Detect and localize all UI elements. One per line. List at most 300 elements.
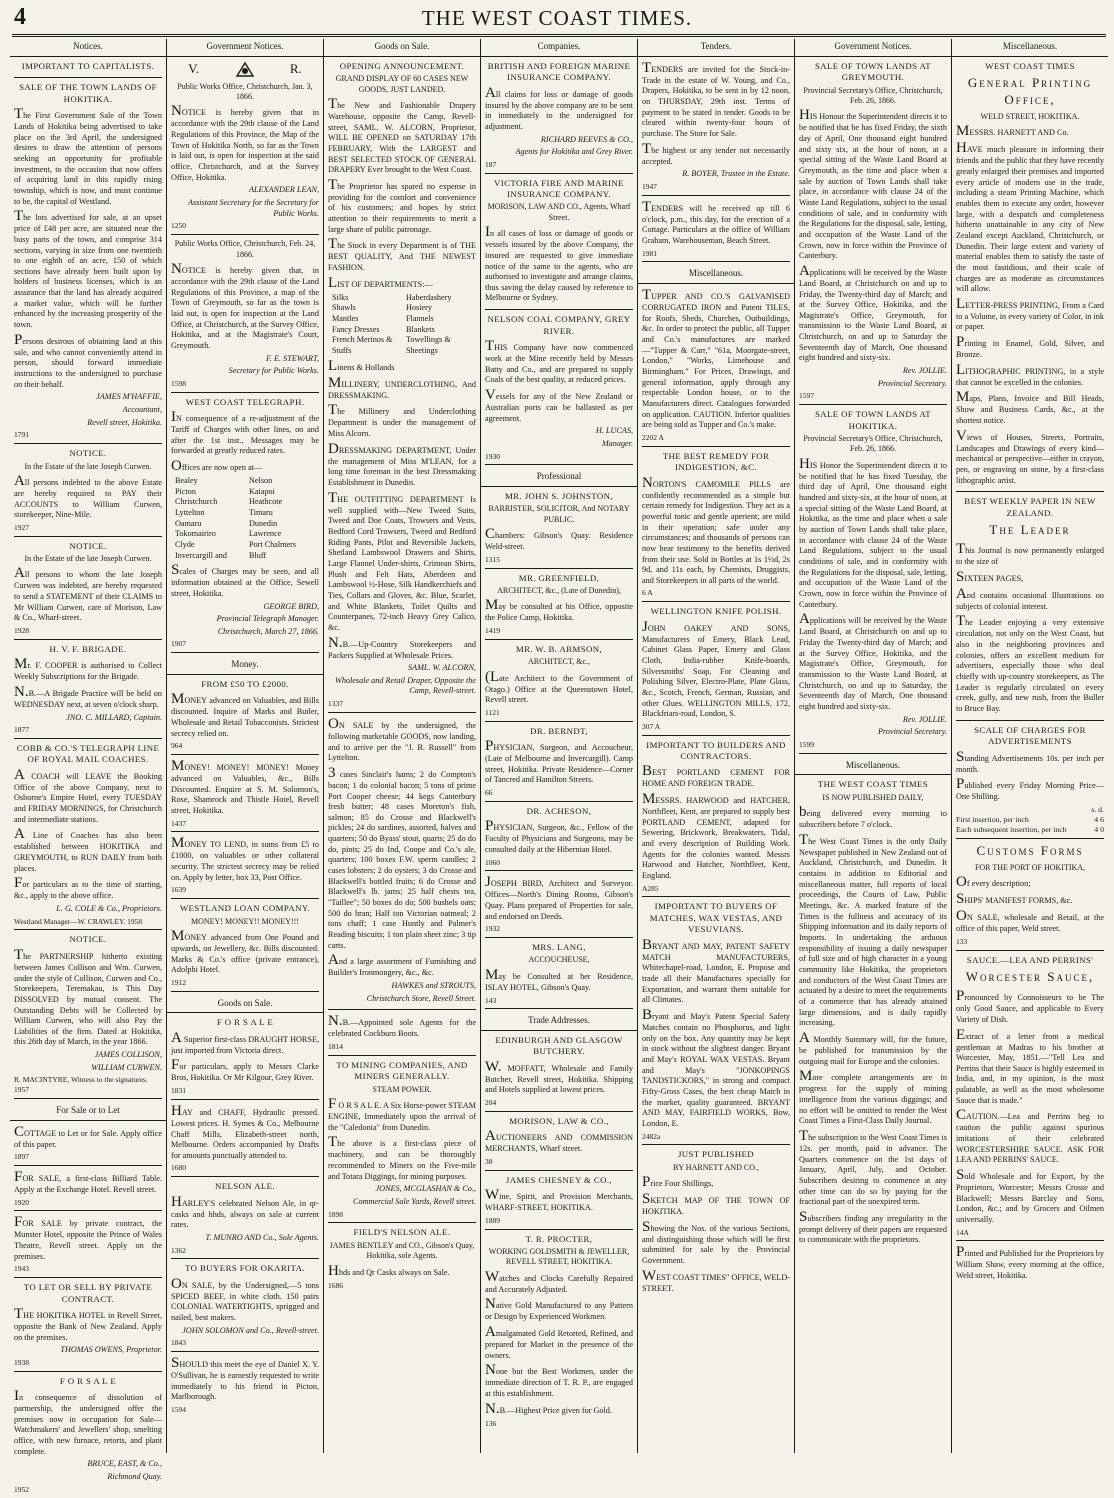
column (638, 39, 795, 1453)
advertisement (171, 1356, 319, 1418)
advertisement (328, 1227, 476, 1293)
column-header: Companies. (481, 39, 637, 57)
ad-paragraph: Applications will be received by the Waste Land Board, at Christchurch on and up to Friday, the Twenty-third day of March; and at the Survey Office, Hokitika, and the Magistrate's Office, Greymouth, for transmission to the Waste Land Board, at Christchurch, on and up to Saturday the Seventeenth day of March, One thousand eight hundred and sixty-six. (799, 262, 947, 363)
ad-paragraph: N.B.—Up-Country Storekeepers and Packers Supplied at Wholesale Prices. (328, 634, 476, 660)
ad-signature: Provincial Telegraph Manager. (216, 614, 319, 624)
ad-paragraph: The Stock in every Department is of THE BEST QUALITY, And THE NEWEST FASHION. (328, 236, 476, 273)
ad-signature: R. BOYER, Trustee in the Estate. (682, 169, 790, 179)
list-item: Towellings & Sheetings (406, 335, 451, 356)
advertisement (14, 61, 162, 78)
ad-heading: MR. JOHN S. JOHNSTON, (505, 491, 613, 501)
ad-paragraph: FOR SALE by private contract, the Munster Hotel, opposite the Prince of Wales Theatre, Revell street. Apply on the premises. (14, 1214, 162, 1261)
ad-reference-number: 1981 (642, 248, 657, 258)
ad-reference-number: 1437 (171, 818, 186, 828)
ad-heading: WESTLAND LOAN COMPANY. (179, 903, 311, 914)
ad-paragraph: ON SALE, by the Undersigned,—5 tons SPICED BEEF, in white cloth. 150 pairs COLONIAL WATERTIGHTS, sprigged and nailed, best makers. (171, 1275, 319, 1323)
ad-heading: NOTICE. (69, 448, 107, 459)
ad-paragraph: May be Consulted at her Residence, ISLAY HOTEL, Gibson's Quay. (485, 966, 633, 992)
ad-paragraph: SHIPS' MANIFEST FORMS, &c. (956, 891, 1073, 908)
advertisement (485, 644, 633, 722)
ornamental-title: Customs Forms (976, 843, 1084, 859)
ad-subheading: Public Works Office, Christchurch, Feb. 24, 1866. (174, 239, 316, 259)
column (795, 39, 952, 1453)
advertisement (171, 836, 319, 899)
list-item: Clyde (175, 539, 195, 549)
advertisement (956, 1245, 1104, 1286)
ad-signature: Provincial Secretary. (878, 378, 947, 388)
advertisement (171, 1017, 319, 1099)
ad-paragraph: A Monthly Summary will, for the future, be published for transmission by the outgoing mail for Europe and the colonies. (799, 1029, 947, 1066)
ad-signature: Commercial Sale Yards, Revell street. (353, 1196, 476, 1206)
ad-paragraph: The PARTNERSHIP hitherto existing between James Collison and Wm. Curwen, under the style of Collison, Curwen and Co., Storekeepers, Teremakau, is This Day DISSOLVED by mutual consent. The Outstanding Debts will be Collected by William Curwen, who will also Pay the Liabilities of the firm. Dated at Hokitika, this 26th day of March, in the year 1866. (14, 946, 162, 1047)
ad-signature: ALEXANDER LEAN, (248, 185, 319, 195)
ad-subheading: JAMES BENTLEY and CO., Gibson's Quay, Hokitika, sole Agents. (329, 1240, 475, 1261)
ad-paragraph: MESSRS. HARWOOD and HATCHER, Northfleet, Kent, are prepared to supply best PORTLAND CEMENT, adapted for Sewering, Brickwork, Breakwaters, Tidal, and every description of Building Work. Agents for the colonies wanted. Messrs Harwood and Hatcher, Northfleet, Kent, England. (642, 791, 790, 881)
column-header: Notices. (10, 39, 166, 57)
list-item: Blankets (406, 324, 435, 334)
advertisement (171, 1263, 319, 1352)
item-list (332, 293, 476, 357)
ad-reference-number: 2482a (642, 1131, 661, 1141)
list-item: Nelson (249, 475, 273, 485)
ad-paragraph: The Millinery and Underclothing Department is under the management of Miss Alcorn. (328, 402, 476, 439)
ad-heading: FROM £50 TO £2000. (201, 678, 289, 689)
rates-row (956, 805, 1104, 815)
ad-reference-number: 964 (171, 741, 183, 751)
advertisement (799, 61, 947, 405)
ad-paragraph: TENDERS are invited for the Stock-in-Trade in the estate of W. Young, and Co., Drapers, Hokitika, to be sent in by 12 noon, on THURSDAY, 29th inst. Terms of payment to be stated in tender. Goods to be cleared within twenty-four hours of purchase. The Store for Sale. (642, 59, 790, 138)
ad-heading: SCALE OF CHARGES FOR ADVERTISEMENTS (974, 724, 1086, 747)
ad-signature: Christchurch Store, Revell Street. (366, 993, 476, 1003)
ad-reference-number: 1927 (14, 522, 29, 532)
advertisement (485, 178, 633, 311)
advertisement (485, 1234, 633, 1432)
columns (10, 39, 1108, 1494)
crest-right-letter: R. (289, 61, 302, 77)
ad-reference-number: 1943 (14, 1264, 29, 1274)
advertisement (485, 61, 633, 174)
ad-subheading: MORISON, LAW AND CO., Agents, Wharf Street. (487, 202, 631, 222)
advertisement (642, 61, 790, 196)
ad-reference-number: 1599 (799, 739, 814, 749)
ad-reference-number: 1907 (171, 639, 186, 649)
ad-reference-number: 204 (485, 1098, 497, 1108)
advertisement (642, 288, 790, 447)
ad-reference-number: 38 (485, 1156, 493, 1166)
ad-paragraph: The above is a first-class piece of machinery, and can be thoroughly recommended to Miners on the Five-mile and Totara Diggings, for mining purposes. (328, 1134, 476, 1181)
ad-heading: JAMES CHESNEY & CO., (505, 1174, 613, 1185)
list-item: Tokomairiro (175, 529, 216, 539)
ad-reference-number: 1889 (485, 1215, 500, 1225)
ad-heading: TO BUYERS FOR OKARITA. (185, 1263, 305, 1274)
ad-reference-number: 187 (485, 159, 497, 169)
advertisement (14, 448, 162, 537)
rates-table (956, 805, 1104, 835)
ad-heading: TO LET OR SELL BY PRIVATE CONTRACT. (23, 1282, 153, 1304)
ad-heading: MR. GREENFIELD, (518, 572, 600, 583)
list-item: Invercargill and (175, 550, 227, 560)
ad-signature: GEORGE BIRD, (263, 601, 319, 611)
ad-paragraph: JOSEPH BIRD, Architect and Surveyor. Offices—North's Dining Rooms, Gibson's Quay. Plans prepared of Properties for sale, and endorsed on Deeds. (485, 874, 633, 921)
ad-heading: BEST WEEKLY PAPER IN NEW ZEALAND. (964, 496, 1096, 518)
ad-heading: FIELD'S NELSON ALE. (353, 1227, 451, 1238)
ad-signature: JOHN SOLOMON and Co., Revell-street. (182, 1325, 319, 1335)
page-number: 4 (14, 4, 26, 30)
ad-paragraph: Vessels for any of the New Zealand or Australian ports can be ballasted as per agreement. (485, 386, 633, 423)
ad-heading: NOTICE. (69, 540, 107, 551)
ad-subheading: IS NOW PUBLISHED DAILY, (822, 792, 924, 802)
ad-signature: L. G. COLE & Co., Proprietors. (56, 904, 162, 914)
ad-heading: F O R S A L E (59, 1375, 117, 1386)
advertisement (485, 806, 633, 871)
ad-paragraph: All persons to whom the late Joseph Curwen was indebted, are hereby requested to send a STATEMENT of their CLAIMS to Mr William Curwen, care of Morison, Law & Co., Wharf-street. (14, 565, 162, 623)
ad-paragraph: (Late Architect to the Government of Otago.) Office at the Queenstown Hotel, Revell street. (485, 668, 633, 705)
ad-paragraph: Of every description; (956, 874, 1031, 891)
ad-heading: THE WEST COAST TIMES (817, 779, 929, 790)
ad-paragraph: In consequence of dissolution of partnership, the undersigned offer the premises now in occupation for Sale—Watchmakers' and Jewellers' shop, smelting office, with new furnace, retorts, and plant complete. (14, 1388, 162, 1456)
ad-reference-number: 1594 (171, 1405, 186, 1415)
advertisement (485, 491, 633, 569)
ad-paragraph: HIS Honor the Superintendent directs it to be notified that he has fixed Tuesday, the third day of April, One thousand eight hundred and sixty-six, at the hour of noon, at a special sitting of the Waste Land Board, at Hokitika, as the time and place when a sale by auction of Town Lands shall take place, in accordance with clause 24 of the Waste Land Regulations, subject to the usual conditions of sale, and in conformity with the Regulations for the disposal, sale, letting, and occupation of the Waste Land of the Crown, now in force within the Province of Canterbury. (799, 455, 947, 609)
ad-subheading: GRAND DISPLAY OF 60 CASES NEW GOODS, JUST LANDED. (335, 74, 469, 94)
ad-paragraph: MILLINERY, UNDERCLOTHING, And DRESSMAKING. (328, 374, 476, 400)
ad-reference-number: 1938 (14, 1357, 29, 1367)
ad-paragraph: The Leader enjoying a very extensive circulation, not only on the West Coast, but also in the neighboring provinces and colonies, offers an excellent medium for advertisers, especially those who deal chiefly with up-country storekeepers, as The Leader is regularly circulated on every creek, gully, and new rush, from the Buller to Bruce Bay. (956, 613, 1104, 714)
ad-heading: SAUCE.—LEA AND PERRINS' (966, 954, 1094, 965)
ad-heading: COBB & CO.'S TELEGRAPH LINE OF ROYAL MAIL COACHES. (16, 742, 160, 765)
list-item: Oamaru (175, 518, 202, 528)
ad-paragraph: Applications will be received by the Waste Land Board, at Christchurch on and up to Friday the Twenty-third day of March; and at the Survey Office, Hokitika, and the Magistrate's Office, Greymouth, for transmission to the Waste Land Board, at Christchurch, on and up to Saturday, the Seventeenth day of March, One thousand eight hundred and sixty-six. (799, 611, 947, 711)
ad-reference-number: A285 (642, 883, 659, 893)
advertisement (956, 725, 1104, 840)
ad-reference-number: 143 (485, 995, 497, 1005)
masthead-rule (12, 34, 1106, 37)
ad-reference-number: 1680 (171, 1163, 186, 1173)
advertisement (328, 1014, 476, 1055)
ad-paragraph: Native Gold Manufactured to any Pattern or Design by Experienced Workmen. (485, 1296, 633, 1322)
royal-crest (171, 61, 319, 79)
ad-heading: WEST COAST TIMES (985, 60, 1075, 71)
ad-paragraph: All persons indebted to the above Estate are hereby required to PAY their ACCOUNTS to William Curwen, storekeeper, Nine-Mile. (14, 472, 162, 520)
ad-reference-number: 66 (485, 788, 493, 798)
ad-reference-number: 1791 (14, 430, 29, 440)
ad-paragraph: THE HOKITIKA HOTEL in Revell Street, opposite the Bank of New Zealand. Apply on the premises. (14, 1306, 162, 1342)
ad-paragraph: N.B.—Highest Price given for Gold. (485, 1400, 612, 1417)
ad-heading: WELLINGTON KNIFE POLISH. (650, 606, 782, 617)
advertisement (799, 779, 947, 1251)
list-item: Christchurch (175, 497, 218, 507)
advertisement (799, 409, 947, 753)
ad-signature: JNO. C. MILLARD, Captain. (66, 712, 162, 722)
rates-row (956, 825, 1104, 835)
ad-heading: VICTORIA FIRE AND MARINE INSURANCE COMPANY. (494, 177, 624, 199)
column-header: Government Notices. (795, 39, 951, 57)
ad-reference-number: 1250 (171, 221, 186, 231)
ad-paragraph: This Journal is now permanently enlarged to the size of (956, 541, 1104, 567)
ad-paragraph: TUPPER AND CO.'S GALVANISED CORRUGATED IRON and Patent TILES, for Roofs, Sheds, Churches, Outbuildings, &c. In order to protect the public, all Tupper and Co.'s manufactures are marked—"Tupper & Carr," "61a, Moorgate-street, London," "Works, Limehouse and Birmingham." For Prices, Drawings, and general information, apply through any respectable London house, or to the Manufacturers direct. Catalogues forwarded on application. CAUTION. Inferior qualities are being sold as Tupper and Co.'s make. (642, 287, 790, 430)
advertisement (956, 843, 1104, 951)
ad-signature: SAML. W. ALCORN, (407, 663, 476, 673)
column-header: Tenders. (638, 39, 794, 57)
ad-paragraph: Sold Wholesale and for Export, by the Proprietors, Worcester; Messrs Crosse and Blackwell; Messrs Barclay and Sons, London, &c.; and by Grocers and Oilmen universally. (956, 1167, 1104, 1225)
ad-heading: DR. ACHESON, (526, 805, 592, 816)
ad-paragraph: None but the Best Workmen, under the immediate direction of T. R. P., are engaged at this establishment. (485, 1362, 633, 1398)
advertisement (485, 1175, 633, 1230)
section-header: Goods on Sale. (167, 996, 323, 1014)
column (481, 39, 638, 1453)
ad-subheading: ACCOUCHEUSE, (528, 955, 590, 965)
ad-paragraph: The subscription to the West Coast Times is 12s. per month, paid in advance. The Quarters commence on the 1st days of January, April, July, and October. Subscribers desiring to commence at any other time can do so by paying for the fractional part of the unexpired term. (799, 1127, 947, 1207)
ad-heading: MRS. LANG, (532, 942, 586, 953)
column (324, 39, 481, 1453)
ad-heading: BRITISH AND FOREIGN MARINE INSURANCE COMPANY. (487, 60, 631, 83)
advertisement (14, 1282, 162, 1372)
ad-reference-number: 1831 (171, 1086, 186, 1096)
ad-paragraph: For particulars as to the time of starting, &c., apply to the above office. (14, 875, 162, 901)
ad-paragraph: Standing Advertisements 10s. per inch per month. (956, 748, 1104, 774)
section-header: Miscellaneous. (638, 266, 794, 284)
ad-signature: WILLIAM CURWEN. (91, 1062, 162, 1072)
ad-reference-number: 1912 (171, 977, 186, 987)
ad-heading: EDINBURGH AND GLASGOW BUTCHERY. (495, 1034, 623, 1057)
ad-reference-number: 1843 (171, 1338, 186, 1348)
list-item: Mantles (332, 314, 359, 324)
ad-reference-number: 14A (956, 1227, 969, 1237)
advertisement (485, 942, 633, 1009)
ad-paragraph: Maps, Plans, Invoice and Bill Heads, Show and Business Cards, &c., at the shortest notice. (956, 389, 1104, 426)
ornamental-title: Worcester Sauce, (965, 969, 1095, 985)
ad-signature: Rev. JOLLIE. (902, 714, 947, 724)
advertisement (642, 200, 790, 263)
rates-row (956, 815, 1104, 825)
ad-paragraph: N.B.—A Brigade Practice will be held on WEDNESDAY next, at seven o'clock sharp. (14, 683, 162, 709)
ad-paragraph: Price Four Shillings, (642, 1174, 714, 1191)
advertisement (485, 726, 633, 802)
ad-paragraph: HIS Honour the Superintendent directs it to be notified that he has fixed Friday, the sixth day of April, One thousand eight hundred and sixty six, at the hour of noon, at a special sitting of the Waste Land Board at Greymouth, as the time and place when a sale by auction of Town Lands shall take place, in accordance with clause 24 of the Waste Land Regulations, subject to the usual conditions of sale, and in conformity with the Regulations for the disposal, sale, letting, and occupation of the Waste Land of the Crown, now in force within the Province of Canterbury. (799, 107, 947, 261)
ad-heading: WEST COAST TELEGRAPH. (185, 396, 305, 407)
advertisement (328, 61, 476, 713)
rates-cell: 4 0 (1094, 825, 1104, 835)
ad-reference-number: Westland Manager—W. CRAWLEY. 1958 (14, 916, 143, 926)
ad-signature: Assistant Secretary for the Secretary for Public Works. (187, 198, 319, 218)
list-item: Hosiery (406, 303, 432, 313)
crest-left-letter: V. (188, 61, 200, 77)
ad-subheading: BY HARNETT AND CO., (672, 1162, 759, 1172)
ad-subheading: WELD STREET, HOKITIKA. (980, 111, 1080, 121)
ad-signature: T. MUNRO AND Co., Sole Agents. (205, 1232, 319, 1242)
ad-subheading: In the Estate of the late Joseph Curwen. (24, 554, 152, 564)
advertisement (14, 541, 162, 640)
ad-paragraph: MESSRS. HARNETT AND Co. (956, 123, 1069, 140)
advertisement (642, 901, 790, 1145)
list-item: Timaru (249, 507, 273, 517)
ad-paragraph: Persons desirous of obtaining land at this sale, and who cannot conveniently attend in person, should forward immediate instructions to the undersigned to purchase on their behalf. (14, 331, 162, 389)
column-header: Government Notices. (167, 39, 323, 57)
ad-paragraph: TENDERS will be received up till 6 o'clock, p.m., this day, for the erection of a Cottage. Particulars at the office of William Graham, Warehouseman, Beach Street. (642, 198, 790, 245)
column (10, 39, 167, 1494)
list-item: Lawrence (249, 529, 282, 539)
list-item: Silks (332, 292, 349, 302)
ad-signature: Accountant, (122, 405, 162, 415)
ad-paragraph: being delivered every morning to subscribers before 7 o'clock. (799, 804, 947, 830)
ad-reference-number: 2202 A (642, 432, 664, 442)
advertisement (328, 1060, 476, 1224)
ad-reference-number: 1315 (485, 554, 500, 564)
ad-paragraph: Mr. F. COOPER is authorised to Collect Weekly Subscriptions for the Brigade. (14, 656, 162, 682)
advertisement (14, 1215, 162, 1278)
ad-paragraph: And contains occasional Illustrations on subjects of colonial interest. (956, 585, 1104, 611)
advertisement (171, 1104, 319, 1177)
advertisement (171, 397, 319, 654)
advertisement (14, 1125, 162, 1166)
list-item: Bluff (249, 550, 267, 560)
advertisement (171, 759, 319, 832)
list-item: Bealey (175, 475, 198, 485)
newspaper-title: THE WEST COAST TIMES. (421, 6, 693, 30)
ad-heading: MORISON, LAW & CO., (509, 1115, 609, 1126)
rates-cell (956, 805, 1089, 815)
list-item: Port Chalmers (249, 539, 297, 549)
ad-reference-number: 1686 (328, 1280, 343, 1290)
ad-heading: NOTICE. (69, 934, 107, 945)
ad-subheading: STEAM POWER. (372, 1084, 432, 1094)
ad-reference-number: 1877 (14, 725, 29, 735)
ad-subheading: FOR THE PORT OF HOKITIKA, (974, 863, 1086, 873)
list-item: Heathcote (249, 497, 283, 507)
section-header: Professional (481, 469, 637, 487)
ad-paragraph: Pronounced by Connoisseurs to be The only Good Sauce, and applicable to Every Variety of Dish. (956, 988, 1104, 1024)
rates-cell: First insertion, per inch (956, 814, 1029, 824)
rates-cell: Each subsequent insertion, per inch (956, 825, 1067, 835)
column-header: Miscellaneous. (952, 39, 1108, 57)
ad-paragraph: And a large assortment of Furnishing and Builder's Ironmongery, &c., &c. (328, 952, 476, 978)
section-header: Trade Addresses. (481, 1013, 637, 1031)
ad-paragraph: A Superior first-class DRAUGHT HORSE, just imported from Victoria direct. (171, 1029, 319, 1055)
ad-subheading: ARCHITECT, &c., (527, 657, 591, 667)
ad-paragraph: The lots advertised for sale, at an upset price of £48 per acre, are situated near the busy parts of the town, and comprise 314 sections, varying in size from one twentieth to one eighth of an acre, 150 of which sections have already been built upon by holders of business licenses, which is an assurance that the land has already acquired a market value, which will be further enhanced by the increasing prosperity of the town. (14, 208, 162, 330)
ad-paragraph: Bryant and May's Patent Special Safety Matches contain no Phosphorus, and light only on the box. Any quantity may be kept in stock without the slightest danger. Bryant and May's ROYAL WAX VESTAS. Bryant and May's "JONKOPINGS TANDSTICKORS," in strong and compact Fifty-Gross Cases, the best cheap Match in the market, quality guaranteed. BRYANT AND MAY, FAIRFIELD WORKS, Bow, London, E. (642, 1007, 790, 1128)
ad-heading: NELSON ALE. (214, 1181, 276, 1192)
ad-reference-number: 136 (485, 1418, 497, 1428)
ad-paragraph: For particulars, apply to Messrs Clarke Bros, Hokitika. Or Mr Kilgour, Grey River. (171, 1057, 319, 1083)
ad-paragraph: N.B.—Appointed sole Agents for the celebrated Cockburn Boots. (328, 1013, 476, 1039)
ad-subheading: ARCHITECT, &c., (Late of Dunedin), (497, 586, 621, 596)
ad-reference-number: 1362 (171, 1245, 186, 1255)
ad-heading: JUST PUBLISHED (677, 1149, 755, 1160)
ad-paragraph: Hhds and Qr Casks always on Sale. (328, 1262, 450, 1279)
ad-signature: JAMES COLLISON, (94, 1050, 162, 1060)
ad-signature: Agents for Hokitika and Grey River. (515, 147, 633, 157)
advertisement (956, 955, 1104, 1242)
ad-paragraph: W. MOFFATT, Wholesale and Family Butcher, Revell street, Hokitika. Shipping and Hotels supplied at lowest prices. (485, 1058, 633, 1095)
ad-heading: F O R S A L E (216, 1017, 274, 1028)
ad-paragraph: Showing the Nos. of the various Sections, and distinguishing those which will be first submitted for sale by the Provincial Government. (642, 1218, 790, 1266)
ad-signature: H. LUCAS, (595, 426, 633, 436)
ad-paragraph: FOR SALE, a first-class Billiard Table. Apply at the Exchange Hotel. Revell street. (14, 1169, 162, 1195)
royal-arms-icon (234, 61, 256, 79)
ad-reference-number: 1897 (14, 1152, 29, 1162)
ad-paragraph: Printed and Published for the Proprietors by William Shaw, every morning at the office, Weld street, Hokitika. (956, 1244, 1104, 1281)
advertisement (956, 61, 1104, 493)
ad-paragraph: BRYANT AND MAY, PATENT SAFETY MATCH MANUFACTURERS, Whitechapel-road, London, E. Propose and trade all their Manufactures specially for Exportation, and warrant them suitable for all Climates. (642, 936, 790, 1005)
ad-paragraph: Watches and Clocks Carefully Repaired and Accurately Adjusted. (485, 1268, 633, 1294)
advertisement (171, 903, 319, 992)
list-item: Flannels (406, 314, 434, 324)
column (952, 39, 1108, 1453)
ad-paragraph: BEST PORTLAND CEMENT FOR HOME AND FOREIGN TRADE. (642, 763, 790, 789)
advertisement (171, 61, 319, 235)
ad-paragraph: More complete arrangements are in progress for the supply of mining intelligence from the various diggings; and no effort will be omitted to render the West Coast Times a First-Class Daily Journal. (799, 1068, 947, 1126)
ad-paragraph: NORTON'S CAMOMILE PILLS are confidently recommended as a simple but certain remedy for Indigestion. They act as a powerful tonic and gentle aperient; are mild in their operation; safe under any circumstances; and thousands of persons can now bear testimony to the benefits derived from their use. Sold in Bottles at 1s 1½d, 2s 9d, and 11s each, by Chemists, Druggists, and Storekeepers in all parts of the world. (642, 474, 790, 585)
list-item: Dunedin (249, 518, 278, 528)
ad-heading: THE BEST REMEDY FOR INDIGESTION, &C. (662, 450, 770, 473)
advertisement (485, 1035, 633, 1112)
ad-paragraph: MONEY TO LEND, in sums from £5 to £1000, on valuables or other collateral security. The strictest secrecy may be relied on. Apply by letter, box 33, Post Office. (171, 835, 319, 882)
ad-signature: Secretary for Public Works. (228, 366, 319, 376)
ad-reference-number: 1060 (485, 857, 500, 867)
advertisement (14, 1376, 162, 1498)
ad-heading: SALE OF THE TOWN LANDS OF HOKITIKA. (19, 82, 157, 104)
ad-reference-number: R. MACINTYRE, Witness to the signatures. 1957 (14, 1075, 148, 1095)
ad-paragraph: In all cases of loss or damage of goods or vessels insured by the above Company, the insured are requested to give immediate notice of the same to the agents, who are authorised to investigate and arrange claims, thus saving the delay caused by reference to Melbourne or Sydney. (485, 224, 633, 303)
ad-paragraph: PHYSICIAN, Surgeon, and Accoucheur, (Late of Melbourne and Invercargill). Camp street, Hokitika. Private Residence—Corner of Tancred and Hamilton Streets. (485, 738, 633, 785)
ad-paragraph: Offices are now open at— (171, 457, 263, 474)
advertisement (485, 1116, 633, 1171)
ad-subheading: In the Estate of the late Joseph Curwen. (24, 461, 152, 471)
ad-paragraph: COTTAGE to Let or for Sale. Apply office of this paper. (14, 1123, 162, 1149)
advertisement (642, 606, 790, 735)
ad-paragraph: HAVE much pleasure in informing their friends and the public that they have recently greatly enlarged their premises and imported every article of modern use in the trade, including a steam Printing Machine, which enables them to execute any order, however large, with a despatch and completeness hitherto unattainable in any city of New Zealand except Auckland, Christchurch, or Dunedin. Their large extent and variety of material enables them to satisfy the taste of the most fastidious, and their scale of charges are as moderate as circumstances will allow. (956, 140, 1104, 294)
column-header: Goods on Sale. (324, 39, 480, 57)
ad-paragraph: The First Government Sale of the Town Lands of Hokitika being advertised to take place on the 3rd April, the undersigned desires to draw the attention of persons seeking an opportunity for profitable investment, to the occasion that now offers of acquiring land in this rapidly rising township, which is now, and must continue to be, the capital of Westland. (14, 105, 162, 206)
ad-paragraph: SKETCH MAP OF THE TOWN OF HOKITIKA. (642, 1191, 790, 1217)
ad-paragraph: Printing in Enamel, Gold, Silver, and Bronze. (956, 334, 1104, 360)
item-list (175, 476, 319, 561)
section-header: Miscellaneous. (795, 758, 951, 776)
ad-signature: Manager. (601, 438, 633, 448)
ad-paragraph: ON SALE, wholesale and Retail, at the office of this paper, Weld street. (956, 908, 1104, 934)
ad-paragraph: JOHN OAKEY AND SONS, Manufacturers of Emery, Black Lead, Cabinet Glass Paper, Emery and Glass Cloth, India-rubber Knife-boards, Silversmiths' Soap, For Cleaning and Polishing Silver, Electro-Plate, Plate Glass, &c., Scotch, French, German, Russian, and other Glues. WELLINGTON MILLS, 172, Blackfriars-road, London, S. (642, 618, 790, 719)
ad-heading: IMPORTANT TO BUYERS OF MATCHES, WAX VESTAS, AND VESUVIANS. (649, 901, 783, 935)
ad-reference-number: 1419 (485, 626, 500, 636)
ad-signature: BRUCE, EAST, & Co., (87, 1459, 162, 1469)
ad-reference-number: 6 A (642, 588, 653, 598)
ad-reference-number: 1932 (485, 924, 500, 934)
ad-heading: SALE OF TOWN LANDS AT HOKITIKA. (814, 409, 932, 431)
ad-reference-number: 1121 (485, 707, 500, 717)
ad-reference-number: 1920 (14, 1197, 29, 1207)
ad-paragraph: 3 cases Sinclair's hams; 2 do Compton's bacon; 1 do colonial bacon; 5 tons of prime Port Cooper cheese; 44 kegs Canterbury fresh butter; 48 cases Moreton's fish, salmon; 85 do Crosse and Blackwell's pickles; 24 do sardines, assorted, halves and quarters; 50 do Byass' stout, quarts; 25 do do do, pints; 25 do Ind, Coope and Co.'s ale, quarters; 100 boxes F.W. sperm candles; 2 cases lobsters; 2 do oysters; 3 do Crosse and Blackwell's bottled fruits; 6 do Crosse and Blackwell's lb. jams; 25 half chests tea, "Taillee"; 50 boxes do do; 500 bushels oats; 500 do bran; Half ton Victorian oatmeal; 2 tons chaff; 1 case Huntly and Palmer's Reading biscuits; 1 ton plain sheet zinc; 3 tip carts. (328, 764, 476, 950)
ad-signature: F. E. STEWART, (265, 353, 319, 363)
list-item: Shawls (332, 303, 356, 313)
ad-paragraph: WEST COAST TIMES" OFFICE, WELD-STREET. (642, 1267, 790, 1293)
advertisement (485, 875, 633, 938)
ad-reference-number: 1814 (328, 1041, 343, 1051)
advertisement (171, 239, 319, 392)
ad-paragraph: LETTER-PRESS PRINTING, From a Card to a Volume, in every variety of Color, in ink or paper. (956, 295, 1104, 332)
ad-signature: HAWKES and STROUTS, (391, 981, 476, 991)
ad-paragraph: DRESSMAKING DEPARTMENT, Under the management of Miss M'LEAN, for a long time foreman in the best Dressmaking Establishment in Dunedin. (328, 440, 476, 487)
ad-paragraph: IN consequence of a re-adjustment of the Tariff of Charges with other lines, on and after the 1st inst., Messages may be forwarded at greatly reduced rates. (171, 408, 319, 456)
advertisement (485, 573, 633, 640)
ad-signature: Rev. JOLLIE. (902, 366, 947, 376)
ad-heading: SALE OF TOWN LANDS AT GREYMOUTH. (814, 60, 932, 83)
ad-paragraph: Chambers: Gibson's Quay. Residence Weld-street. (485, 526, 633, 552)
ad-signature: THOMAS OWENS, Proprietor. (60, 1345, 162, 1355)
ad-paragraph: LITHOGRAPHIC PRINTING, in a style that cannot be excelled in the colonies. (956, 361, 1104, 387)
ad-paragraph: HAY and CHAFF, Hydraulic pressed. Lowest prices. H. Symes & Co., Melbourne Chaff Mills, Elizabeth-street north, Melbourne. Orders accompanied by Drafts for amounts punctually attended to. (171, 1102, 319, 1160)
ad-signature: Richmond Quay. (107, 1472, 162, 1482)
